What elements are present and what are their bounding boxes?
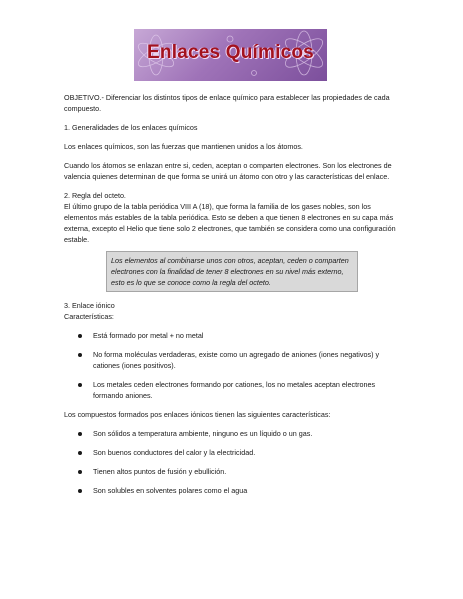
list-item: No forma moléculas verdaderas, existe como un agregado de aniones (iones negativos) y cationes (iones positivos).	[64, 349, 404, 371]
list-item: Son solubles en solventes polares como el agua	[64, 485, 404, 496]
list-item: Los metales ceden electrones formando por cationes, los no metales aceptan electrones formando aniones.	[64, 379, 404, 401]
bullet-list	[64, 428, 404, 496]
document-body	[64, 92, 404, 504]
paragraph: Los enlaces químicos, son las fuerzas que mantienen unidos a los átomos.	[64, 142, 303, 151]
section-heading: 1. Generalidades de los enlaces químicos	[64, 123, 198, 132]
list-item: Tienen altos puntos de fusión y ebullición.	[64, 466, 404, 477]
objective-paragraph: OBJETIVO.- Diferenciar los distintos tipos de enlace químico para establecer las propiedades de cada compuesto.	[64, 93, 390, 113]
paragraph: Los compuestos formados pos enlaces iónicos tienen las siguientes características:	[64, 410, 331, 419]
highlighted-quote: Los elementos al combinarse unos con otros, aceptan, ceden o comparten electrones con la finalidad de tener 8 electrones en su nivel más externo, esto es lo que se conoce como la regla del octeto.	[106, 251, 358, 292]
list-item: Está formado por metal + no metal	[64, 330, 404, 341]
list-item: Son buenos conductores del calor y la electricidad.	[64, 447, 404, 458]
section-heading: 2. Regla del octeto.	[64, 191, 126, 200]
paragraph: Cuando los átomos se enlazan entre si, ceden, aceptan o comparten electrones. Son los electrones de valencia quienes determinan de que forma se unirá un átomo con otro y las características del enlace.	[64, 161, 392, 181]
list-item: Son sólidos a temperatura ambiente, ninguno es un líquido o un gas.	[64, 428, 404, 439]
title-banner	[134, 29, 327, 81]
paragraph: El último grupo de la tabla periódica VIII A (18), que forma la familia de los gases nobles, son los elementos más estables de la tabla periódica. Esto se deben a que tienen 8 electrones en su capa más externa, excepto el Helio que tiene solo 2 electrones, que también se considera como una configuración estable.	[64, 202, 396, 244]
subheading: Características:	[64, 312, 114, 321]
bullet-list	[64, 330, 404, 401]
section-heading: 3. Enlace iónico	[64, 301, 115, 310]
document-title: Enlaces Químicos	[147, 42, 314, 63]
